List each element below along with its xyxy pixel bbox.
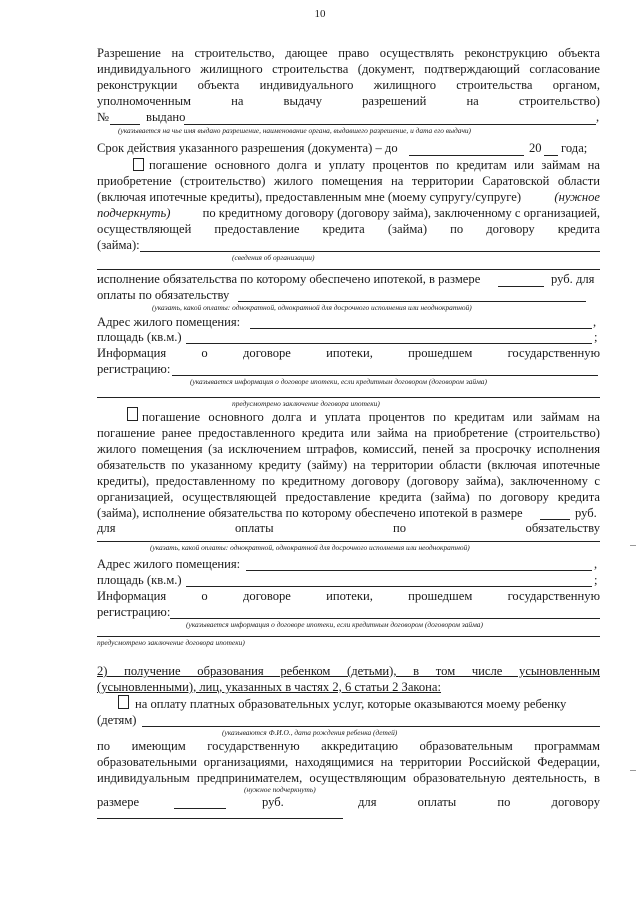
mortgage-line-1: погашение основного долга и уплату процентов по кредитам или займам на — [149, 158, 600, 172]
refinance-line-4: обязательств по указанному кредиту (займу) на территории области (включая ипотечные — [97, 458, 600, 472]
issued-label: выдано — [146, 110, 186, 124]
mortgage-contract-hint: предусмотрено заключение договора ипотеки) — [232, 399, 380, 408]
education-heading-1: 2) получение образования ребенком (детьми), в том числе усыновленным — [97, 664, 600, 678]
education-amount-unit: руб. — [262, 795, 284, 809]
mortgage-line-6: (займа): — [97, 238, 140, 252]
refinance-address-comma: , — [594, 557, 598, 571]
mortgage-loan-checkbox[interactable] — [133, 158, 144, 171]
education-line-5: индивидуальным предпринимателем, осуществляющим образовательную деятельность, в — [97, 771, 600, 785]
refinance-registration-field-2[interactable] — [97, 636, 600, 637]
mortgage-area-field[interactable] — [186, 343, 592, 344]
refinance-info-line: Информация о договоре ипотеки, прошедшем государственную — [97, 589, 600, 603]
validity-label: Срок действия указанного разрешения (документа) – до — [97, 141, 398, 155]
mortgage-registration-field-2[interactable] — [97, 397, 600, 398]
child-info-hint: (указываются Ф.И.О., дата рождения ребенка (детей) — [222, 728, 398, 737]
refinance-line-6: организацией, осуществляющей предоставление кредита (займа) по договору кредита — [97, 490, 600, 504]
refinance-amount-unit: руб. — [575, 506, 597, 520]
mortgage-payment-field[interactable] — [238, 301, 586, 302]
mortgage-amount-label: исполнение обязательства по которому обеспечено ипотекой, в размере — [97, 272, 481, 286]
education-checkbox[interactable] — [118, 695, 129, 709]
issued-comma: , — [596, 110, 600, 124]
mortgage-line-3-text: (включая ипотечные кредиты), предоставленным мне (моему супругу/супруге) — [97, 190, 522, 204]
refinance-line-5: кредиты), предоставленному по кредитному договору (договору займа), заключенному с — [97, 474, 600, 488]
mortgage-registration-hint: (указывается информация о договоре ипотеки, если кредитным договором (договором займа) — [190, 377, 487, 386]
education-contract-text: для оплаты по договору — [358, 795, 600, 809]
scan-mark — [630, 545, 636, 546]
refinance-contract-hint: предусмотрено заключение договора ипотеки) — [97, 638, 245, 647]
refinance-payment-label: для оплаты по обязательству — [97, 521, 600, 535]
scan-mark — [630, 770, 636, 771]
validity-date-field[interactable] — [409, 155, 524, 156]
refinance-amount-label: (займа), исполнение обязательства по которому обеспечено ипотекой в размере — [97, 506, 523, 520]
refinance-address-label: Адрес жилого помещения: — [97, 557, 241, 571]
mortgage-registration-field[interactable] — [172, 375, 598, 376]
permit-line-2: индивидуального жилищного строительства (документ, подтверждающий согласование — [97, 62, 600, 76]
mortgage-area-semicolon: ; — [594, 330, 598, 344]
refinance-area-label: площадь (кв.м.) — [97, 573, 182, 587]
mortgage-registration-label: регистрацию: — [97, 362, 171, 376]
mortgage-address-label: Адрес жилого помещения: — [97, 315, 241, 329]
refinance-area-field[interactable] — [186, 586, 592, 587]
permit-number-label: № — [97, 110, 110, 124]
refinance-line-2: погашение ранее предоставленного кредита или займа на приобретение (строительство) — [97, 426, 600, 440]
mortgage-amount-unit: руб. для — [551, 272, 595, 286]
education-hint: (нужное подчеркнуть) — [244, 785, 316, 794]
education-line-1: на оплату платных образовательных услуг, которые оказываются моему ребенку — [135, 697, 567, 711]
mortgage-line-5: осуществляющей предоставление кредита (займа) по договору кредита — [97, 222, 600, 236]
education-line-4: образовательными организациями, находящимися на территории Российской Федерации, — [97, 755, 600, 769]
refinance-registration-field[interactable] — [170, 618, 600, 619]
mortgage-line-4-italic: подчеркнуть) — [97, 206, 171, 220]
permit-hint: (указывается на чье имя выдано разрешение, наименование органа, выдавшего разрешение, и дата его выдачи) — [118, 126, 472, 135]
education-amount-label: размере — [97, 795, 140, 809]
mortgage-area-label: площадь (кв.м.) — [97, 330, 182, 344]
refinance-checkbox[interactable] — [127, 407, 138, 421]
mortgage-payment-label: оплаты по обязательству — [97, 288, 230, 302]
mortgage-info-line: Информация о договоре ипотеки, прошедшем государственную — [97, 346, 600, 360]
permit-line-1: Разрешение на строительство, дающее право осуществлять реконструкцию объекта — [97, 46, 600, 60]
validity-year-label: года; — [561, 141, 588, 155]
refinance-registration-label: регистрацию: — [97, 605, 171, 619]
education-line-2: (детям) — [97, 713, 137, 727]
refinance-payment-field[interactable] — [97, 541, 600, 542]
education-heading-2: (усыновленными), лиц, указанных в частях 2, 6 статьи 2 Закона: — [97, 680, 442, 694]
mortgage-line-3-italic: (нужное — [554, 190, 600, 204]
mortgage-amount-field[interactable] — [498, 286, 544, 287]
education-contract-field[interactable] — [97, 818, 343, 819]
refinance-line-3: жилого помещения (за исключением штрафов, комиссий, пеней за просрочку исполнения — [97, 442, 600, 456]
refinance-address-field[interactable] — [246, 570, 592, 571]
validity-year-field[interactable] — [544, 155, 558, 156]
education-contract-line — [358, 795, 600, 810]
permit-line-3: реконструкции объекта индивидуального жилищного строительства органом, — [97, 78, 600, 92]
refinance-area-semicolon: ; — [594, 573, 598, 587]
validity-century: 20 — [529, 141, 542, 155]
issued-by-field[interactable] — [184, 124, 596, 125]
refinance-payment-hint: (указать, какой оплаты: однократной, однократной для досрочного исполнения или неоднократной) — [150, 543, 470, 552]
permit-number-field[interactable] — [110, 124, 140, 125]
mortgage-payment-hint: (указать, какой оплаты: однократной, однократной для досрочного исполнения или неоднократной) — [152, 303, 472, 312]
child-info-field[interactable] — [142, 726, 600, 727]
page-number: 10 — [314, 8, 326, 20]
refinance-line-1: погашение основного долга и уплата процентов по кредитам или займам на — [142, 410, 600, 424]
refinance-registration-hint: (указывается информация о договоре ипотеки, если кредитным договором (договором займа) — [186, 620, 483, 629]
mortgage-address-field[interactable] — [250, 328, 592, 329]
mortgage-address-comma: , — [593, 315, 597, 329]
mortgage-line-4-text: по кредитному договору (договору займа), заключенному с организацией, — [202, 206, 600, 220]
mortgage-line-2: приобретение (строительство) жилого помещения на территории Саратовской области — [97, 174, 600, 188]
mortgage-line-3 — [97, 190, 600, 205]
education-amount-field[interactable] — [174, 808, 226, 809]
organization-field-2[interactable] — [97, 269, 600, 270]
organization-hint: (сведения об организации) — [232, 253, 315, 262]
organization-field[interactable] — [140, 251, 600, 252]
mortgage-line-4 — [97, 206, 600, 221]
refinance-amount-field[interactable] — [540, 519, 570, 520]
permit-line-4: уполномоченным на выдачу разрешений на строительство) — [97, 94, 600, 108]
education-line-3: по имеющим государственную аккредитацию образовательным программам — [97, 739, 600, 753]
